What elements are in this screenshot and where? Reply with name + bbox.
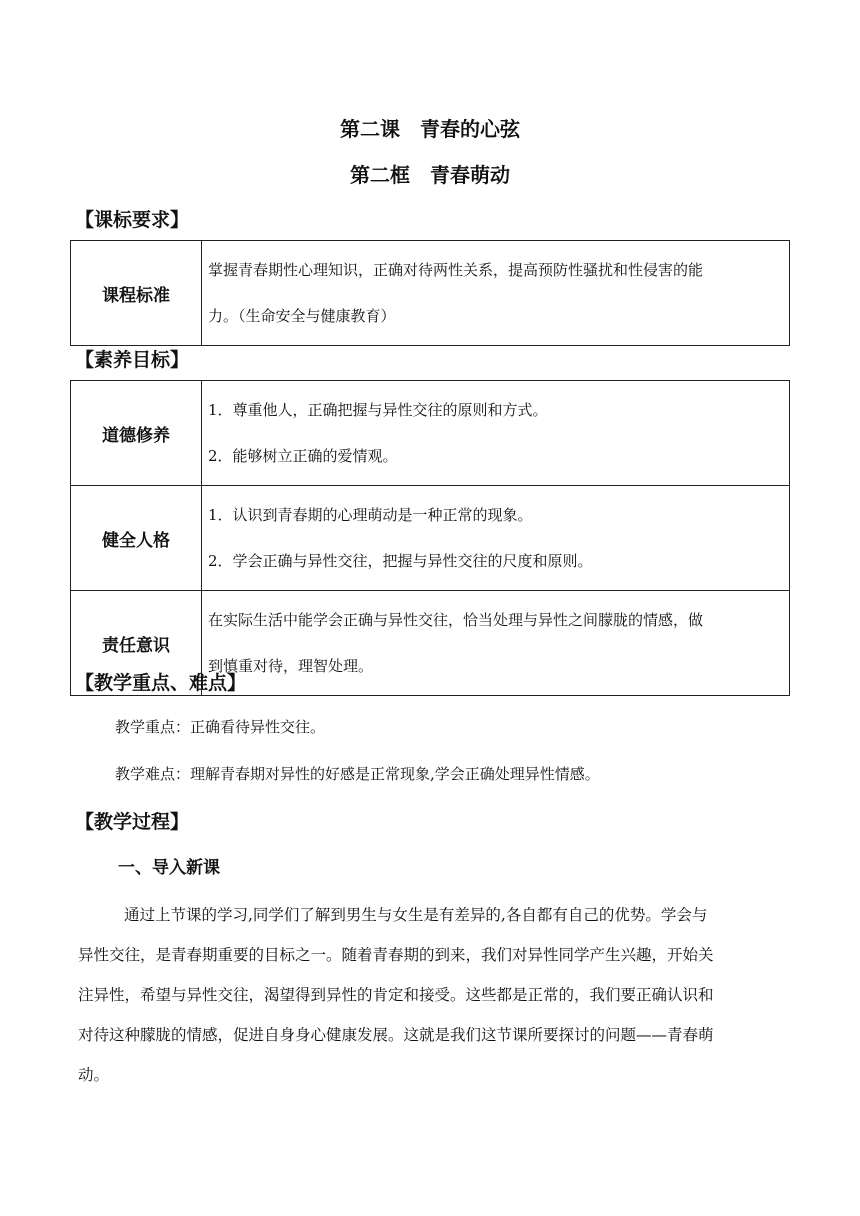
paragraph-line: 注异性，希望与异性交往，渴望得到异性的肯定和接受。这些都是正常的，我们要正确认识和 bbox=[78, 986, 714, 1004]
process-heading: 【教学过程】 bbox=[75, 811, 190, 833]
content-line: 1．认识到青春期的心理萌动是一种正常的现象。 bbox=[208, 506, 533, 524]
content-line: 1．尊重他人，正确把握与异性交往的原则和方式。 bbox=[208, 401, 548, 419]
teaching-difficulty: 教学难点：理解青春期对异性的好感是正常现象,学会正确处理异性情感。 bbox=[115, 765, 600, 783]
intro-subheading: 一、导入新课 bbox=[118, 858, 220, 878]
row-label: 道德修养 bbox=[71, 381, 202, 486]
competency-table bbox=[70, 380, 790, 696]
teaching-focus: 教学重点：正确看待异性交往。 bbox=[115, 718, 326, 736]
table-row bbox=[71, 241, 790, 346]
row-content bbox=[202, 591, 790, 696]
content-line: 2．学会正确与异性交往，把握与异性交往的尺度和原则。 bbox=[208, 552, 593, 570]
row-label: 责任意识 bbox=[71, 591, 202, 696]
content-line: 2．能够树立正确的爱情观。 bbox=[208, 447, 398, 465]
content-line: 到慎重对待，理智处理。 bbox=[208, 657, 374, 675]
row-label: 健全人格 bbox=[71, 486, 202, 591]
line-text: 通过上节课的学习,同学们了解到男生与女生是有差异的,各自都有自己的优势。学会与 bbox=[124, 906, 708, 924]
curriculum-heading: 【课标要求】 bbox=[75, 209, 190, 231]
curriculum-table bbox=[70, 240, 790, 346]
row-content bbox=[202, 486, 790, 591]
paragraph-line: 异性交往，是青春期重要的目标之一。随着青春期的到来，我们对异性同学产生兴趣，开始关 bbox=[78, 946, 714, 964]
content-line: 掌握青春期性心理知识，正确对待两性关系，提高预防性骚扰和性侵害的能 bbox=[208, 261, 704, 279]
section-title: 第二框 青春萌动 bbox=[350, 163, 510, 187]
paragraph-line bbox=[78, 895, 790, 935]
paragraph-line: 对待这种朦胧的情感，促进自身身心健康发展。这就是我们这节课所要探讨的问题——青春萌 bbox=[78, 1026, 714, 1044]
paragraph-line: 动。 bbox=[78, 1066, 110, 1084]
competency-heading: 【素养目标】 bbox=[75, 349, 190, 371]
row-content bbox=[202, 381, 790, 486]
content-line: 在实际生活中能学会正确与异性交往，恰当处理与异性之间朦胧的情感，做 bbox=[208, 611, 704, 629]
lesson-title: 第二课 青春的心弦 bbox=[340, 117, 520, 141]
content-line: 力。（生命安全与健康教育） bbox=[208, 307, 396, 325]
intro-paragraph bbox=[78, 895, 790, 1095]
table-row bbox=[71, 486, 790, 591]
key-points-heading: 【教学重点、难点】 bbox=[75, 672, 247, 694]
row-content bbox=[202, 241, 790, 346]
table-row bbox=[71, 381, 790, 486]
row-label: 课程标准 bbox=[71, 241, 202, 346]
